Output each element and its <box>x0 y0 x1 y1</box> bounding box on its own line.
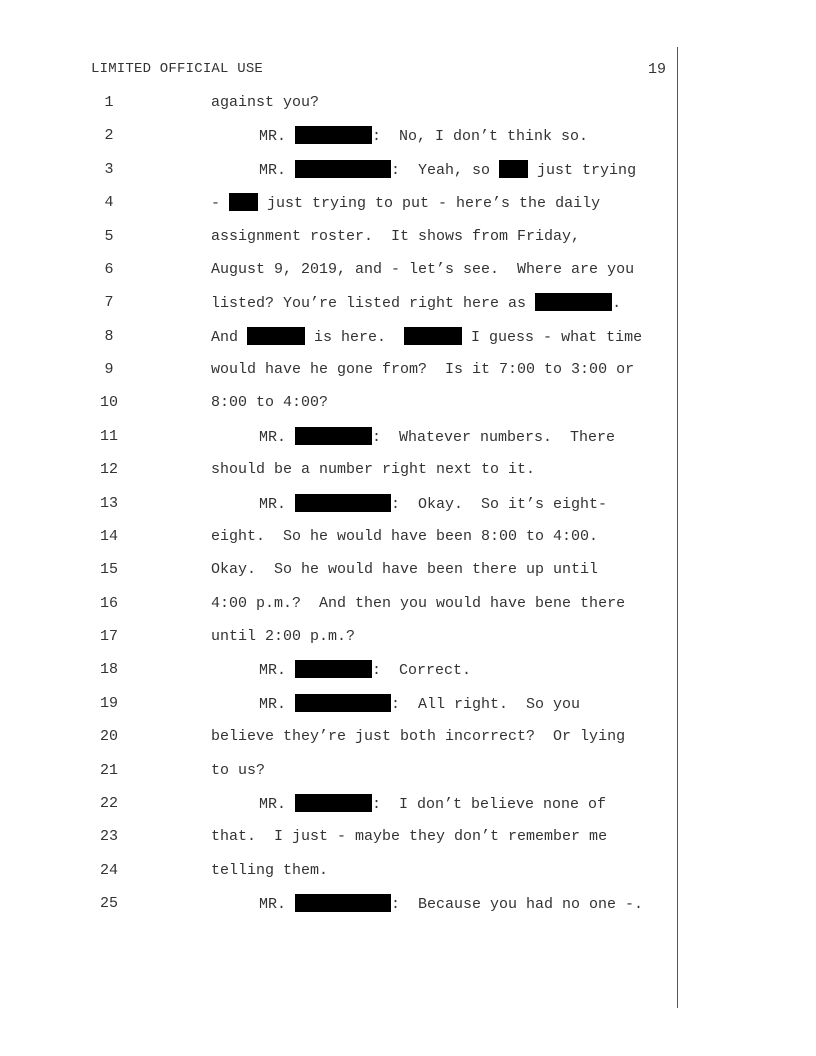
line-text: believe they’re just both incorrect? Or lying <box>211 728 626 746</box>
line-text: 8:00 to 4:00? <box>211 394 329 412</box>
line-number: 23 <box>99 828 118 846</box>
transcript-line <box>0 494 816 514</box>
line-number: 13 <box>99 494 118 512</box>
line-text: to us? <box>211 761 266 779</box>
transcript-line <box>0 293 816 313</box>
line-text: MR. : Correct. <box>259 662 472 680</box>
transcript-line <box>0 93 816 113</box>
line-number: 15 <box>99 561 118 579</box>
transcript-line <box>0 794 816 814</box>
redaction-block <box>295 660 372 678</box>
transcript-line <box>0 427 816 447</box>
line-number: 3 <box>104 160 114 178</box>
redaction-block <box>295 494 391 512</box>
transcript-line <box>0 360 816 380</box>
line-text: eight. So he would have been 8:00 to 4:00. <box>211 527 599 545</box>
line-number: 18 <box>99 661 118 679</box>
transcript-line <box>0 393 816 413</box>
line-number: 5 <box>104 227 114 245</box>
transcript-line <box>0 861 816 881</box>
line-text: August 9, 2019, and - let’s see. Where are you <box>211 260 635 278</box>
line-text: MR. : Yeah, so just trying <box>259 161 637 179</box>
line-number: 25 <box>99 895 118 912</box>
line-text: MR. : Because you had no one -. <box>259 896 644 913</box>
line-text: Okay. So he would have been there up until <box>211 561 599 579</box>
line-text: And is here. I guess - what time <box>211 328 643 346</box>
transcript-line <box>0 193 816 213</box>
line-number: 24 <box>99 861 118 879</box>
transcript-line <box>0 694 816 714</box>
transcript-line <box>0 327 816 347</box>
line-number: 2 <box>104 127 114 145</box>
transcript-line <box>0 894 816 914</box>
redaction-block <box>295 160 391 178</box>
line-text: MR. : Whatever numbers. There <box>259 428 616 446</box>
line-text: MR. : I don’t believe none of <box>259 795 607 813</box>
line-number: 12 <box>99 461 118 479</box>
line-text: MR. : All right. So you <box>259 695 581 713</box>
transcript-line <box>0 160 816 180</box>
line-text: MR. : Okay. So it’s eight- <box>259 495 608 513</box>
redaction-block <box>247 327 305 345</box>
transcript-line <box>0 260 816 280</box>
line-text: until 2:00 p.m.? <box>211 628 356 645</box>
line-text: listed? You’re listed right here as . <box>211 295 622 313</box>
classification-header: LIMITED OFFICIAL USE <box>91 61 264 77</box>
line-number: 16 <box>99 594 118 612</box>
redaction-block <box>295 894 391 912</box>
line-text: assignment roster. It shows from Friday, <box>211 227 581 245</box>
transcript-line <box>0 126 816 146</box>
line-text: that. I just - maybe they don’t remember me <box>211 828 608 846</box>
line-number: 9 <box>104 361 114 378</box>
line-number: 1 <box>104 94 114 111</box>
line-text: 4:00 p.m.? And then you would have bene there <box>211 594 626 612</box>
redaction-block <box>295 794 372 812</box>
redaction-block <box>295 427 372 445</box>
transcript-line <box>0 594 816 614</box>
line-text: - just trying to put - here’s the daily <box>211 195 601 213</box>
transcript-line <box>0 560 816 580</box>
redaction-block <box>229 193 258 211</box>
line-number: 4 <box>104 194 114 212</box>
transcript-line <box>0 727 816 747</box>
line-number: 21 <box>99 761 118 779</box>
line-number: 10 <box>99 394 118 412</box>
page-number: 19 <box>648 61 667 78</box>
redaction-block <box>499 160 528 178</box>
line-text: telling them. <box>211 861 329 879</box>
line-number: 7 <box>104 294 114 312</box>
line-text: against you? <box>211 94 320 111</box>
redaction-block <box>404 327 462 345</box>
redaction-block <box>535 293 612 311</box>
line-number: 6 <box>104 260 114 278</box>
redaction-block <box>295 694 391 712</box>
transcript-line <box>0 827 816 847</box>
transcript-line <box>0 761 816 781</box>
line-number: 14 <box>99 527 118 545</box>
line-number: 20 <box>99 728 118 746</box>
line-number: 11 <box>99 427 118 445</box>
transcript-line <box>0 227 816 247</box>
line-number: 19 <box>99 694 118 712</box>
line-text: MR. : No, I don’t think so. <box>259 128 589 146</box>
redaction-block <box>295 126 372 144</box>
line-number: 17 <box>99 628 118 645</box>
line-text: should be a number right next to it. <box>211 461 536 479</box>
transcript-line <box>0 527 816 547</box>
transcript-line <box>0 627 816 647</box>
line-number: 22 <box>99 794 118 812</box>
transcript-line <box>0 660 816 680</box>
line-number: 8 <box>104 327 114 345</box>
transcript-line <box>0 460 816 480</box>
line-text: would have he gone from? Is it 7:00 to 3:00 or <box>211 361 635 378</box>
